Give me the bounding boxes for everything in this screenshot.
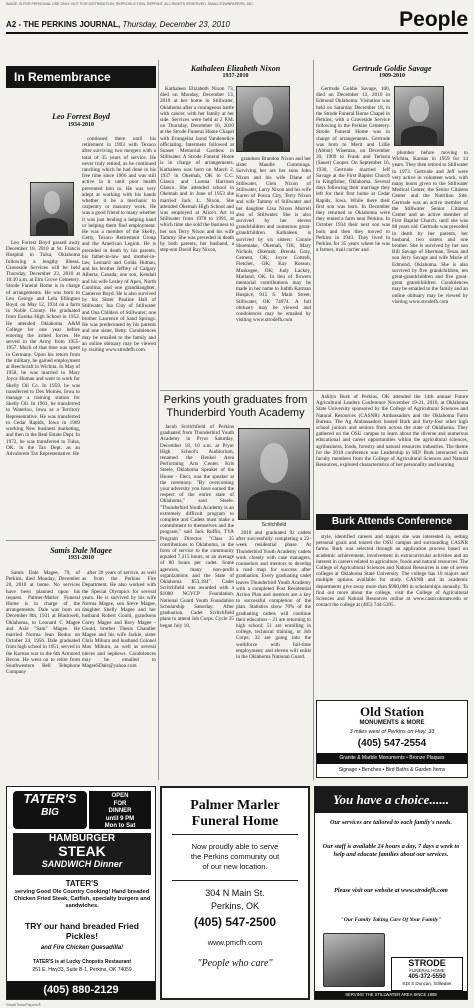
obit-boyd-text2: continued there until his retirement in 1993 with Texaco after surviving two mergers with a total of 35 years of service. He never truly retired, as he continued ranching which he had done in his free time since 1966 and was still active in it until poor health prevented him to. He was very adept at working with his hands whether it be a mechanic to carpentry or masonry work. He was a good friend to many whether it was just lending a helping hand or helping them find employment. He was a member of the Skelly, Getty, Texaco Retirement Group and the American Legion. He is preceded in death by his parents, his father-in-law and mother-in-law, Leonard and Golda Humau, and his brother Jeffrey of Calgary Alberta, Canada; one son, Kendall and his wife Lesley of Apex, North Carolina; and one granddaughter, Cameron Boyd. He is also survived by his Sister Pauline Hall of Stillwater, Ina Clay of Stillwater and Ona Childers of Stillwater; one brother Laurence of Sand Springs. He was predeceased by his parents and one sister, Betty. Condolences may be emailed to the family and an online obituary may be viewed by visiting www.strodefh.com. — [82, 136, 156, 353]
column-rule — [313, 60, 314, 780]
obit-magee-text1: Samis Dale Magee, 79, of Perkins, died Monday, December 20, 2010 at home. No services have been planned upon his request. Palmer-Marler Funeral Home is in charge of the arrangements. Dale was born on December 8th, 1931 at Blackwell, Oklahoma, to Leonard C Magee and Axie "Sam" Magee. He married Norma Jean Redus on October 24, 1956. Dale graduated from high school in 1951, served in the Korean war in the 6th Armored Recon. He went on to retire from Southwestern Bell Telephone Company — [6, 570, 80, 676]
obit-magee-header — [6, 546, 156, 566]
burk-text2: style, identified careers and majors she was interested in, setting personal goals and toured the OSU campus and surrounding CASNR farms. Burk was selected through an application process based on academic achievement, involvement in extracurricular activities and an interest in careers related to agriculture, foods and natural resources. The College of Agricultural Sciences and Natural Resources is one of seven colleges at Oklahoma State University. The college has 16 majors and multiple options available for study. CASNR and its academic departments give away more than $900,000 in scholarships annually. To find out more about the college, visit the College of Agricultural Sciences and Natural Resources online at www.casnr.okstate.edu or contact the college at (405) 744-5395. — [316, 534, 468, 609]
youth-col2 — [236, 530, 311, 782]
taters-open-line2: FOR — [113, 800, 127, 807]
obit-boyd-years-wrap — [6, 122, 156, 132]
obit-boyd-col2 — [82, 136, 156, 536]
obit-nixon-col1 — [160, 86, 234, 386]
obit-magee-col1 — [6, 570, 80, 780]
page-label-text: A2 - THE PERKINS JOURNAL, — [6, 20, 121, 29]
old-station-ad[interactable] — [316, 700, 468, 778]
palmer-city: Perkins, OK — [210, 901, 259, 911]
taters-hours-box — [89, 791, 151, 829]
taters-ad[interactable] — [6, 786, 156, 1000]
obit-savage-years: 1909-2010 — [379, 73, 405, 79]
footer-mark: SmallTownPapers® — [6, 1002, 41, 1007]
obit-magee-text2: after 39 years of service, as well as from the Perkins Fire Department. He also worked with the Special Olympics for several years. He is survived by his wife Norma Magee, son Steve Magee, daughter Shelly Magee and her husband Robert Gould, grandsons Corey Magee and Rory Magee - Gould, brother Thesis Chandler Magee and his wife Jackie, sister Chris Mihura and husband Colonel Max Mihura, as well as several nieces and nephews. Condolences may be emailed to MageeSDale@yahoo.com — [82, 570, 156, 670]
taters-open-line5: Mon to Sat — [104, 823, 136, 829]
strode-line1: Our services are tailored to each family's needs. — [329, 819, 453, 826]
strode-logo-sub: FUNERAL HOME — [409, 968, 445, 973]
taters-logo-line1: TATER'S — [23, 791, 77, 806]
divider — [160, 390, 468, 391]
obit-savage-text1: Gertrude Goldie Savage, 100, died on December 13, 2010 in Edmond Oklahoma. Visitation was held on Saturday December 18, in the Strode Funeral Home Chapel in Perkins, with a Graveside Service following in the Perkins Cemetery. Strode Funeral Home was in charge of arrangements. Gertrude was born to Merit and Lillie (Abbot) Wiseman, on December 20, 1909 to Frank and Terissia (Sauer) Cooper. On September 16, 1930, Gertrude married Jeff Savage at the First Baptist Church in Kingfisher, Oklahoma. Several days following their marriage they left for their first home at Cedar Rapids, Iowa. While there their first son was born. In December they returned to Oklahoma were they rented a farm near Perkins. In October 1934 their next son was born and then they moved to Perkins in 1943. They lived in Perkins for 35 years where he was a farmer, mail carrier and — [316, 86, 390, 254]
palmer-title2: Funeral Home — [191, 814, 279, 829]
obit-nixon-photo — [236, 86, 290, 152]
palmer-address: 304 N Main St. — [205, 888, 265, 898]
taters-logo-line2: BIG — [41, 807, 59, 818]
obit-savage-col2 — [392, 150, 468, 386]
burk-col2 — [316, 534, 468, 698]
palmer-body1: Now proudly able to serve — [191, 842, 279, 851]
divider — [6, 540, 156, 541]
taters-logo — [13, 791, 87, 829]
taters-serving-head: TATER'S — [65, 879, 99, 888]
strode-line3: Please visit our website at www.strodefh.com — [334, 887, 448, 894]
youth-headline: Perkins youth graduates from Thunderbird Youth Academy — [163, 394, 308, 419]
obit-nixon-col2 — [236, 156, 311, 386]
strode-headline: You have a choice...... — [315, 787, 467, 813]
taters-steak-line2: STEAK — [58, 843, 106, 859]
palmer-rule — [172, 880, 298, 881]
taters-address-head: TATER'S is at Lucky Chopstix Restaurant — [33, 959, 131, 965]
burk-text1: Ashlyn Burk of Perkins, OK attended the 14th annual Future Agricultural Leaders Conference November 19-21, 2010, at Oklahoma State University sponsored by the College of Agricultural Sciences and Natural Resources (CASNR) Ambassadors and the Oklahoma Farm Bureau. The Ag Ambassadors hosted Burk and forty-four other high school juniors and seniors from across the state of Oklahoma. They gathered on the OSU campus to learn about the diverse and numerous educational and career opportunities within the agricultural sciences, agribusiness, foods, forestry and natural resources industries. The theme for the 2010 conference was Leadership in HD! Burk interacted with faculty members from the College of Agricultural Sciences and Natural Resources, explored characteristics of her personality and learning — [316, 394, 468, 469]
palmer-slogan: "People who care" — [197, 958, 273, 969]
strode-logo-phone: 405-372-5550 — [408, 974, 446, 980]
old-station-bar: Granite & Marble Monuments • Bronze Plaques — [317, 753, 467, 764]
page-label — [6, 20, 230, 29]
taters-open-line4: until 9 PM — [105, 815, 135, 822]
obit-magee-name: Samis Dale Magee — [50, 546, 112, 555]
obit-boyd-text1: Leo Forrest Boyd passed away December 18, 2010 at St. Francis Hospital in Tulsa, Oklahoma following a lengthy illness. Graveside Services will be held Thursday, December 23, 2010 at 10:30 a.m. at Elm Grove Cemetery. Strode Funeral Home is in charge of arrangements. He was born to Leo George and Lela Ellington Boyd, on May 12, 1934 on a farm in Noble County. He graduated from Eureka High School in 1952. He attended Oklahoma A&M College for one year before entering the armed forces. He served in the Army from 1955-1957. Much of that time was spent in Germany. Upon his return from the military, he gained employment at Beechcraft in Wichita. In May of 1958, he was married to Mary Joyce Humau and went to work for Skelly Oil Co. In 1959, he was transferred to Des Moines, Iowa to manage a training station for Skelly Oil. In 1961, he transferred to Waterloo, Iowa as a Territory Representative. He was transferred to Cedar Rapids, Iowa in 1969 working New business marketing, and then in the Real Estate Dept. In 1972, he was transferred to Tulsa, OK. in the Tax Dept. as an Advalorem Tax Representative. He — [6, 240, 80, 457]
old-station-tagline: 3 miles west of Perkins on Hwy. 33 — [349, 729, 435, 735]
strode-logo-name: STRODE — [408, 958, 446, 968]
taters-open-line3: DINNER — [108, 808, 132, 814]
section-title: People — [399, 8, 468, 31]
obit-savage-text2: plumber before moving to Wichita, Kansas in 1959 for 14 years. They then retired to Stillwater in 1973. Gertrude and Jeff were very active in volunteer work, with many hours given to the Stillwater Medical Center, the Senior Citizens Center and the Nutrition Site. Gertrude was an active member of the Stillwater Senior Citizens Center and an active member of First Baptist Church, until she was 88 years old. Gertrude was preceded in death by her parents, her husband, two sisters and one brother. She is survived by her son Bill Savage of Sherman, Texas and son Jerry Savage and wife Marie of Edmond, Oklahoma. She is also survived by five grandchildren, ten great-grandchildren and five great-great grandchildren. Condolences may be emailed to the family and an online obituary may be viewed by visiting www.strodefh.com — [392, 150, 468, 305]
obit-nixon-name: Kathaleen Elizabeth Nixon — [190, 64, 281, 73]
obit-boyd-col1 — [6, 136, 80, 536]
old-station-subtitle: MONUMENTS & MORE — [359, 720, 425, 726]
taters-serving-body: serving Good Ole Country Cooking! Hand breaded Chicken Fried Steak, Catfish, specialty burgers and sandwiches. — [13, 889, 151, 909]
top-strip: IMAGE IS FOR PERSONAL USE ONLY. NOT FOR DISTRIBUTION, REPRODUCTION, REPRINT. ALL RIGHTS RESERVED. SMALLTOWNPAPERS, INC. — [6, 2, 254, 6]
remembrance-banner: In Remembrance — [6, 66, 156, 88]
obit-savage-col1 — [316, 86, 390, 386]
obit-nixon-years: 1937-2010 — [222, 73, 249, 79]
obit-magee-col2 — [82, 570, 156, 780]
strode-line2: Our staff is available 24 hours a day, 7 days a week to help and educate families about our services. — [322, 843, 460, 858]
taters-steak-banner — [13, 833, 151, 875]
obit-boyd-name: Leo Forrest Boyd — [52, 112, 110, 121]
taters-address: 251 E. Hwy33, Suite B-1, Perkins, OK 74059 — [32, 967, 132, 973]
strode-building-image — [323, 933, 385, 987]
obit-nixon-text2: grandson Brandon Nixon and her sister Maudie Cummings. Surviving her are her sons John Nixon and his wife Diane of Stillwater, Glen Nixon of Stillwater, Larry Nixon and his wife Karen of Ponca City, Terry Nixon and wife Tammy of Stillwater and her daughter Lisa Nixon Murrell also of Stillwater. She is also survived by her eleven grandchildren and numerous great-grandchildren. Kathaleen is survived by six sisters: Connie Shoemake, Okemah, OK; Mary Nichols, Okemah; Brenda Gray, Cement, OK; Joyce Cottrell, Fletcher, OK; Kay Rosson, Muskogee, OK; Judy Lackey, Marland, OK. In lieu of flowers memorial contributions may be made in her name to Judith Karman Hospice, 915 S. Main Street, Stillwater, OK 74074. A full obituary may be viewed and condolences may be emailed by visiting www.strodefh.com — [236, 156, 311, 324]
taters-open-line1: OPEN — [111, 793, 129, 799]
obit-savage-name: Gertrude Goldie Savage — [352, 64, 432, 73]
obit-savage-header — [316, 64, 468, 84]
youth-text2: 2010 and graduated 92 cadets after successfully completing a 22-week residential phase. At Thunderbird Youth Academy cadets work closely with case managers, counselors and mentors to develop a road map for success after graduation. Every graduating cadet leaves Thunderbird Youth Academy with a completed Post Residential Action Plan and mentors are a key to successful completion of the plan. Statistics show 70% of the graduating cadets will continue their education – 21 are returning to high school; 51 are enrolling in college, technical training, or Job Corps; 32 are going into the workforce with full-time employment; and eleven will enlist in the Oklahoma National Guard. — [236, 530, 311, 661]
taters-phone: (405) 880-2129 — [7, 981, 155, 999]
youth-col1 — [160, 424, 234, 782]
masthead — [6, 10, 468, 34]
palmer-marler-ad[interactable] — [160, 786, 310, 1000]
obit-nixon-text1: Kathaleen Elizabeth Nixon 73, died on Monday, December 13, 2010 at her home in Stillwater, Oklahoma after a courageous battle with cancer, with her family at her side. Services were held at 2 P.M. on Thursday, December 16, 2010 at the Strode Funeral Home Chapel with Evangelist Jarod Vandenelice officiating. Interment followed at Sunset Memorial Gardens in Stillwater. A Strode Funeral Home is in charge of arrangements. Kathaleen was born on March 2, 1937 in Okemah, OK to C.C. Glasco and Lorena Harrison Glasco. She attended school in Okemah and in June of 1953 she married Jack L. Nixon. She attended Okemah High School and was employed at Alice's Art in Stillwater from 1978 to 1991, at which time she sold the business to her son Terry Nixon and his wife Tammy. She was preceded in death by both parents, her husband, a step-son David Ray Nixon, — [160, 86, 234, 254]
old-station-phone: (405) 547-2554 — [357, 738, 427, 749]
strode-line4: "Our Family Taking Care Of Your Family" — [340, 917, 442, 923]
palmer-web-link[interactable]: www.pmcfh.com — [207, 938, 263, 947]
taters-steak-line1: HAMBURGER — [48, 833, 116, 844]
youth-photo-caption: Scritchfield — [261, 522, 287, 528]
taters-try-line: TRY our hand breaded Fried Pickles! — [25, 921, 139, 941]
strode-logo-addr: 818 S Duncan, Stillwater — [402, 981, 452, 986]
strode-footer: SERVING THE STILLWATER AREA SINCE 1889 — [315, 991, 467, 999]
palmer-body3: of our new location. — [202, 862, 268, 871]
taters-and-line: and Fire Chicken Quesadilla! — [40, 945, 124, 951]
palmer-rule — [172, 834, 298, 835]
obit-magee-years: 1931-2010 — [68, 555, 94, 561]
obit-nixon-header — [160, 64, 311, 84]
youth-photo — [238, 428, 310, 520]
strode-logo — [391, 957, 463, 991]
palmer-phone: (405) 547-2500 — [193, 915, 277, 929]
palmer-title1: Palmer Marler — [190, 798, 280, 813]
burk-headline: Burk Attends Conference — [316, 514, 468, 530]
burk-col1-top — [316, 394, 468, 512]
old-station-bar2: Signage • Benches • Bird Baths & Garden Items — [317, 765, 467, 776]
issue-date: Thursday, December 23, 2010 — [122, 20, 230, 29]
strode-ad[interactable] — [314, 786, 468, 1000]
taters-steak-line3: SANDWICH Dinner — [41, 859, 123, 869]
youth-text1: Jacob Scritchfield of Perkins graduated from Thunderbird Youth Academy in Pryor Saturday, December 18, 10 a.m. at Pryor High School's Auditorium, renamed the Henkel Area Performing Arts Center. Kris Steele, Oklahoma Speaker of the House - Elect, was the speaker at the ceremony. "By overcoming your adversity you have earned the respect of the entire state of Oklahoma," said Steele. "Thunderbird Youth Academy is an extremely difficult program to complete and Cadets must make a commitment to themselves and the program," said Jack Ruffin, TYA Program Director. "Class 35 contributions to Oklahoma, in the form of service to the community equaled 7,315 hours, or an average of 80 hours per cadet. Some agencies, many non-profit organizations and the State of Oklahoma $53,184". Cadet Scritchfield was awarded with a $1000 NGYCP Foundation, National Guard Youth Foundation Scholarship Saturday. After graduation, Cadet Scritchfield plans to attend Job Corps. Cycle 35 began July 18, — [160, 424, 234, 629]
column-rule — [158, 60, 159, 780]
obit-savage-photo — [394, 86, 444, 146]
obit-boyd-years: 1934-2010 — [68, 122, 94, 128]
palmer-body2: the Perkins community out — [190, 852, 280, 861]
old-station-title: Old Station — [360, 704, 424, 719]
